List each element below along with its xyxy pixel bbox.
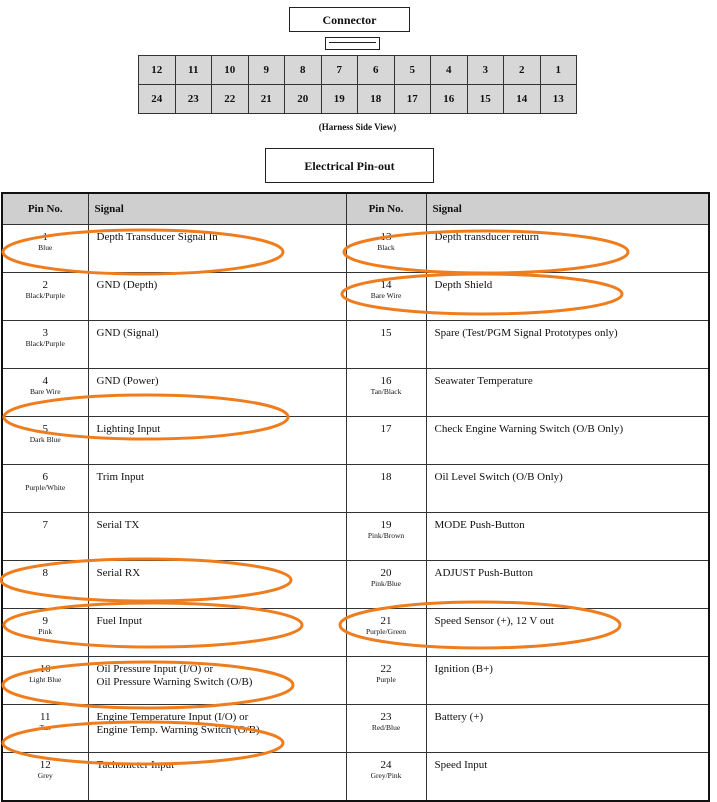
connector-cell: 11 [175,56,212,85]
signal-text: MODE Push-Button [434,519,525,531]
connector-cell: 4 [431,56,468,85]
header-pin-left: Pin No. [2,193,88,225]
pinout-row [2,273,709,321]
wire-color: Grey [37,771,53,780]
signal-text: Tachometer Input [96,759,175,771]
pin-number: 18 [380,471,392,483]
signal-text: GND (Power) [96,375,159,387]
connector-cell: 5 [394,56,431,85]
connector-title: Connector [289,7,410,32]
connector-cell: 9 [248,56,285,85]
pinout-row [2,513,709,561]
signal-cell [426,417,709,465]
signal-cell [426,753,709,802]
pinout-row [2,225,709,273]
header-pin-right: Pin No. [346,193,426,225]
signal-cell [426,513,709,561]
wire-color: Pink/Blue [370,579,401,588]
signal-cell [426,369,709,417]
pin-number-cell [2,225,88,273]
connector-cell: 21 [248,85,285,114]
signal-text: Engine Temp. Warning Switch (O/B) [96,724,260,736]
pin-number-cell [346,513,426,561]
pin-number: 1 [42,231,48,243]
connector-pin-grid [138,55,577,114]
signal-text: Depth Transducer Signal In [96,231,218,243]
pin-number: 6 [42,471,48,483]
signal-cell [426,465,709,513]
pin-number-cell [2,513,88,561]
signal-text: Oil Level Switch (O/B Only) [434,471,563,483]
connector-cell: 8 [285,56,322,85]
pin-number-cell [2,657,88,705]
pin-number-cell [346,417,426,465]
signal-cell [88,273,346,321]
connector-cell: 2 [504,56,541,85]
wire-color: Tan [39,723,51,732]
pin-number-cell [346,705,426,753]
signal-text: Depth Shield [434,279,493,291]
signal-cell [88,513,346,561]
connector-cell: 24 [139,85,176,114]
pin-number-cell [346,273,426,321]
connector-latch-graphic [325,37,380,50]
wire-color: Pink/Brown [367,531,405,540]
pinout-title: Electrical Pin-out [265,148,434,183]
signal-cell [426,273,709,321]
pin-number: 21 [380,615,392,627]
pinout-row [2,609,709,657]
pin-number-cell [2,561,88,609]
pinout-row [2,369,709,417]
wire-color: Black [377,243,395,252]
pin-number: 15 [380,327,392,339]
pin-number: 9 [42,615,48,627]
connector-cell: 10 [212,56,249,85]
wire-color: Blue [38,243,53,252]
connector-cell: 16 [431,85,468,114]
wire-color: Black/Purple [25,339,65,348]
connector-cell: 23 [175,85,212,114]
wire-color: Bare Wire [370,291,402,300]
signal-text: Oil Pressure Warning Switch (O/B) [96,676,253,688]
signal-cell [88,225,346,273]
pin-number-cell [346,561,426,609]
pin-number: 12 [39,759,51,771]
wire-color: Red/Blue [371,723,401,732]
connector-cell: 15 [467,85,504,114]
wire-color: Pink [38,627,53,636]
pin-number-cell [346,321,426,369]
pin-number: 13 [380,231,392,243]
signal-cell [88,465,346,513]
signal-cell [88,753,346,802]
signal-cell [88,321,346,369]
signal-text: Spare (Test/PGM Signal Prototypes only) [434,327,618,339]
signal-cell [88,705,346,753]
pin-number: 4 [42,375,48,387]
pin-number-cell [2,705,88,753]
signal-cell [88,369,346,417]
signal-text: Speed Sensor (+), 12 V out [434,615,554,627]
pin-number: 11 [39,711,51,723]
signal-text: Lighting Input [96,423,161,435]
connector-bottom-row [139,85,577,114]
wire-color: Dark Blue [29,435,61,444]
connector-cell: 6 [358,56,395,85]
signal-text: Depth transducer return [434,231,539,243]
wire-color: Purple [376,675,396,684]
pin-number: 24 [380,759,392,771]
pin-number-cell [2,465,88,513]
signal-cell [426,705,709,753]
connector-cell: 18 [358,85,395,114]
pin-number-cell [346,369,426,417]
header-signal-left: Signal [88,193,346,225]
pinout-row [2,705,709,753]
pin-number: 7 [42,519,48,531]
connector-cell: 1 [540,56,577,85]
connector-cell: 22 [212,85,249,114]
pin-number-cell [2,753,88,802]
pin-number: 20 [380,567,392,579]
pin-number-cell [2,417,88,465]
pin-number: 23 [380,711,392,723]
connector-cell: 12 [139,56,176,85]
signal-cell [88,417,346,465]
pin-number-cell [2,609,88,657]
connector-cell: 17 [394,85,431,114]
pin-number-cell [346,657,426,705]
pin-number: 16 [380,375,392,387]
connector-cell: 14 [504,85,541,114]
pin-number: 17 [380,423,392,435]
signal-text: GND (Depth) [96,279,158,291]
signal-text: Battery (+) [434,711,484,723]
signal-cell [426,225,709,273]
pin-number-cell [346,609,426,657]
pin-number-cell [2,273,88,321]
signal-text: Serial TX [96,519,140,531]
signal-cell [426,609,709,657]
pin-number-cell [2,321,88,369]
header-signal-right: Signal [426,193,709,225]
signal-text: Trim Input [96,471,145,483]
signal-cell [426,321,709,369]
pin-number: 8 [42,567,48,579]
pin-number: 10 [39,663,51,675]
pin-number: 14 [380,279,392,291]
pinout-table [1,192,710,802]
wire-color: Purple/Green [366,627,406,636]
signal-cell [88,657,346,705]
pin-number: 5 [42,423,48,435]
pin-number: 19 [380,519,392,531]
pin-number-cell [346,465,426,513]
pin-number-cell [346,753,426,802]
connector-cell: 3 [467,56,504,85]
pinout-row [2,657,709,705]
pin-number: 22 [380,663,392,675]
connector-top-row [139,56,577,85]
signal-text: GND (Signal) [96,327,159,339]
wire-color: Light Blue [29,675,62,684]
signal-text: Seawater Temperature [434,375,533,387]
wire-color: Grey/Pink [370,771,402,780]
wire-color: Tan/Black [370,387,402,396]
pinout-row [2,465,709,513]
connector-cell: 13 [540,85,577,114]
pin-number-cell [346,225,426,273]
connector-cell: 7 [321,56,358,85]
signal-cell [426,657,709,705]
signal-text: Serial RX [96,567,141,579]
connector-cell: 19 [321,85,358,114]
wire-color: Purple/White [25,483,66,492]
pinout-header-row [2,193,709,225]
signal-text: Engine Temperature Input (I/O) or [96,711,249,723]
signal-text: ADJUST Push-Button [434,567,534,579]
harness-side-view-caption: (Harness Side View) [318,122,397,132]
signal-text: Oil Pressure Input (I/O) or [96,663,214,675]
signal-cell [88,561,346,609]
signal-text: Check Engine Warning Switch (O/B Only) [434,423,624,435]
pinout-row [2,753,709,802]
pinout-row [2,561,709,609]
pin-number: 2 [42,279,48,291]
signal-text: Fuel Input [96,615,143,627]
connector-cell: 20 [285,85,322,114]
pinout-row [2,321,709,369]
pin-number: 3 [42,327,48,339]
signal-text: Ignition (B+) [434,663,493,675]
wire-color: Black/Purple [25,291,65,300]
pinout-row [2,417,709,465]
signal-cell [88,609,346,657]
wire-color: Bare Wire [29,387,61,396]
signal-text: Speed Input [434,759,488,771]
signal-cell [426,561,709,609]
pin-number-cell [2,369,88,417]
